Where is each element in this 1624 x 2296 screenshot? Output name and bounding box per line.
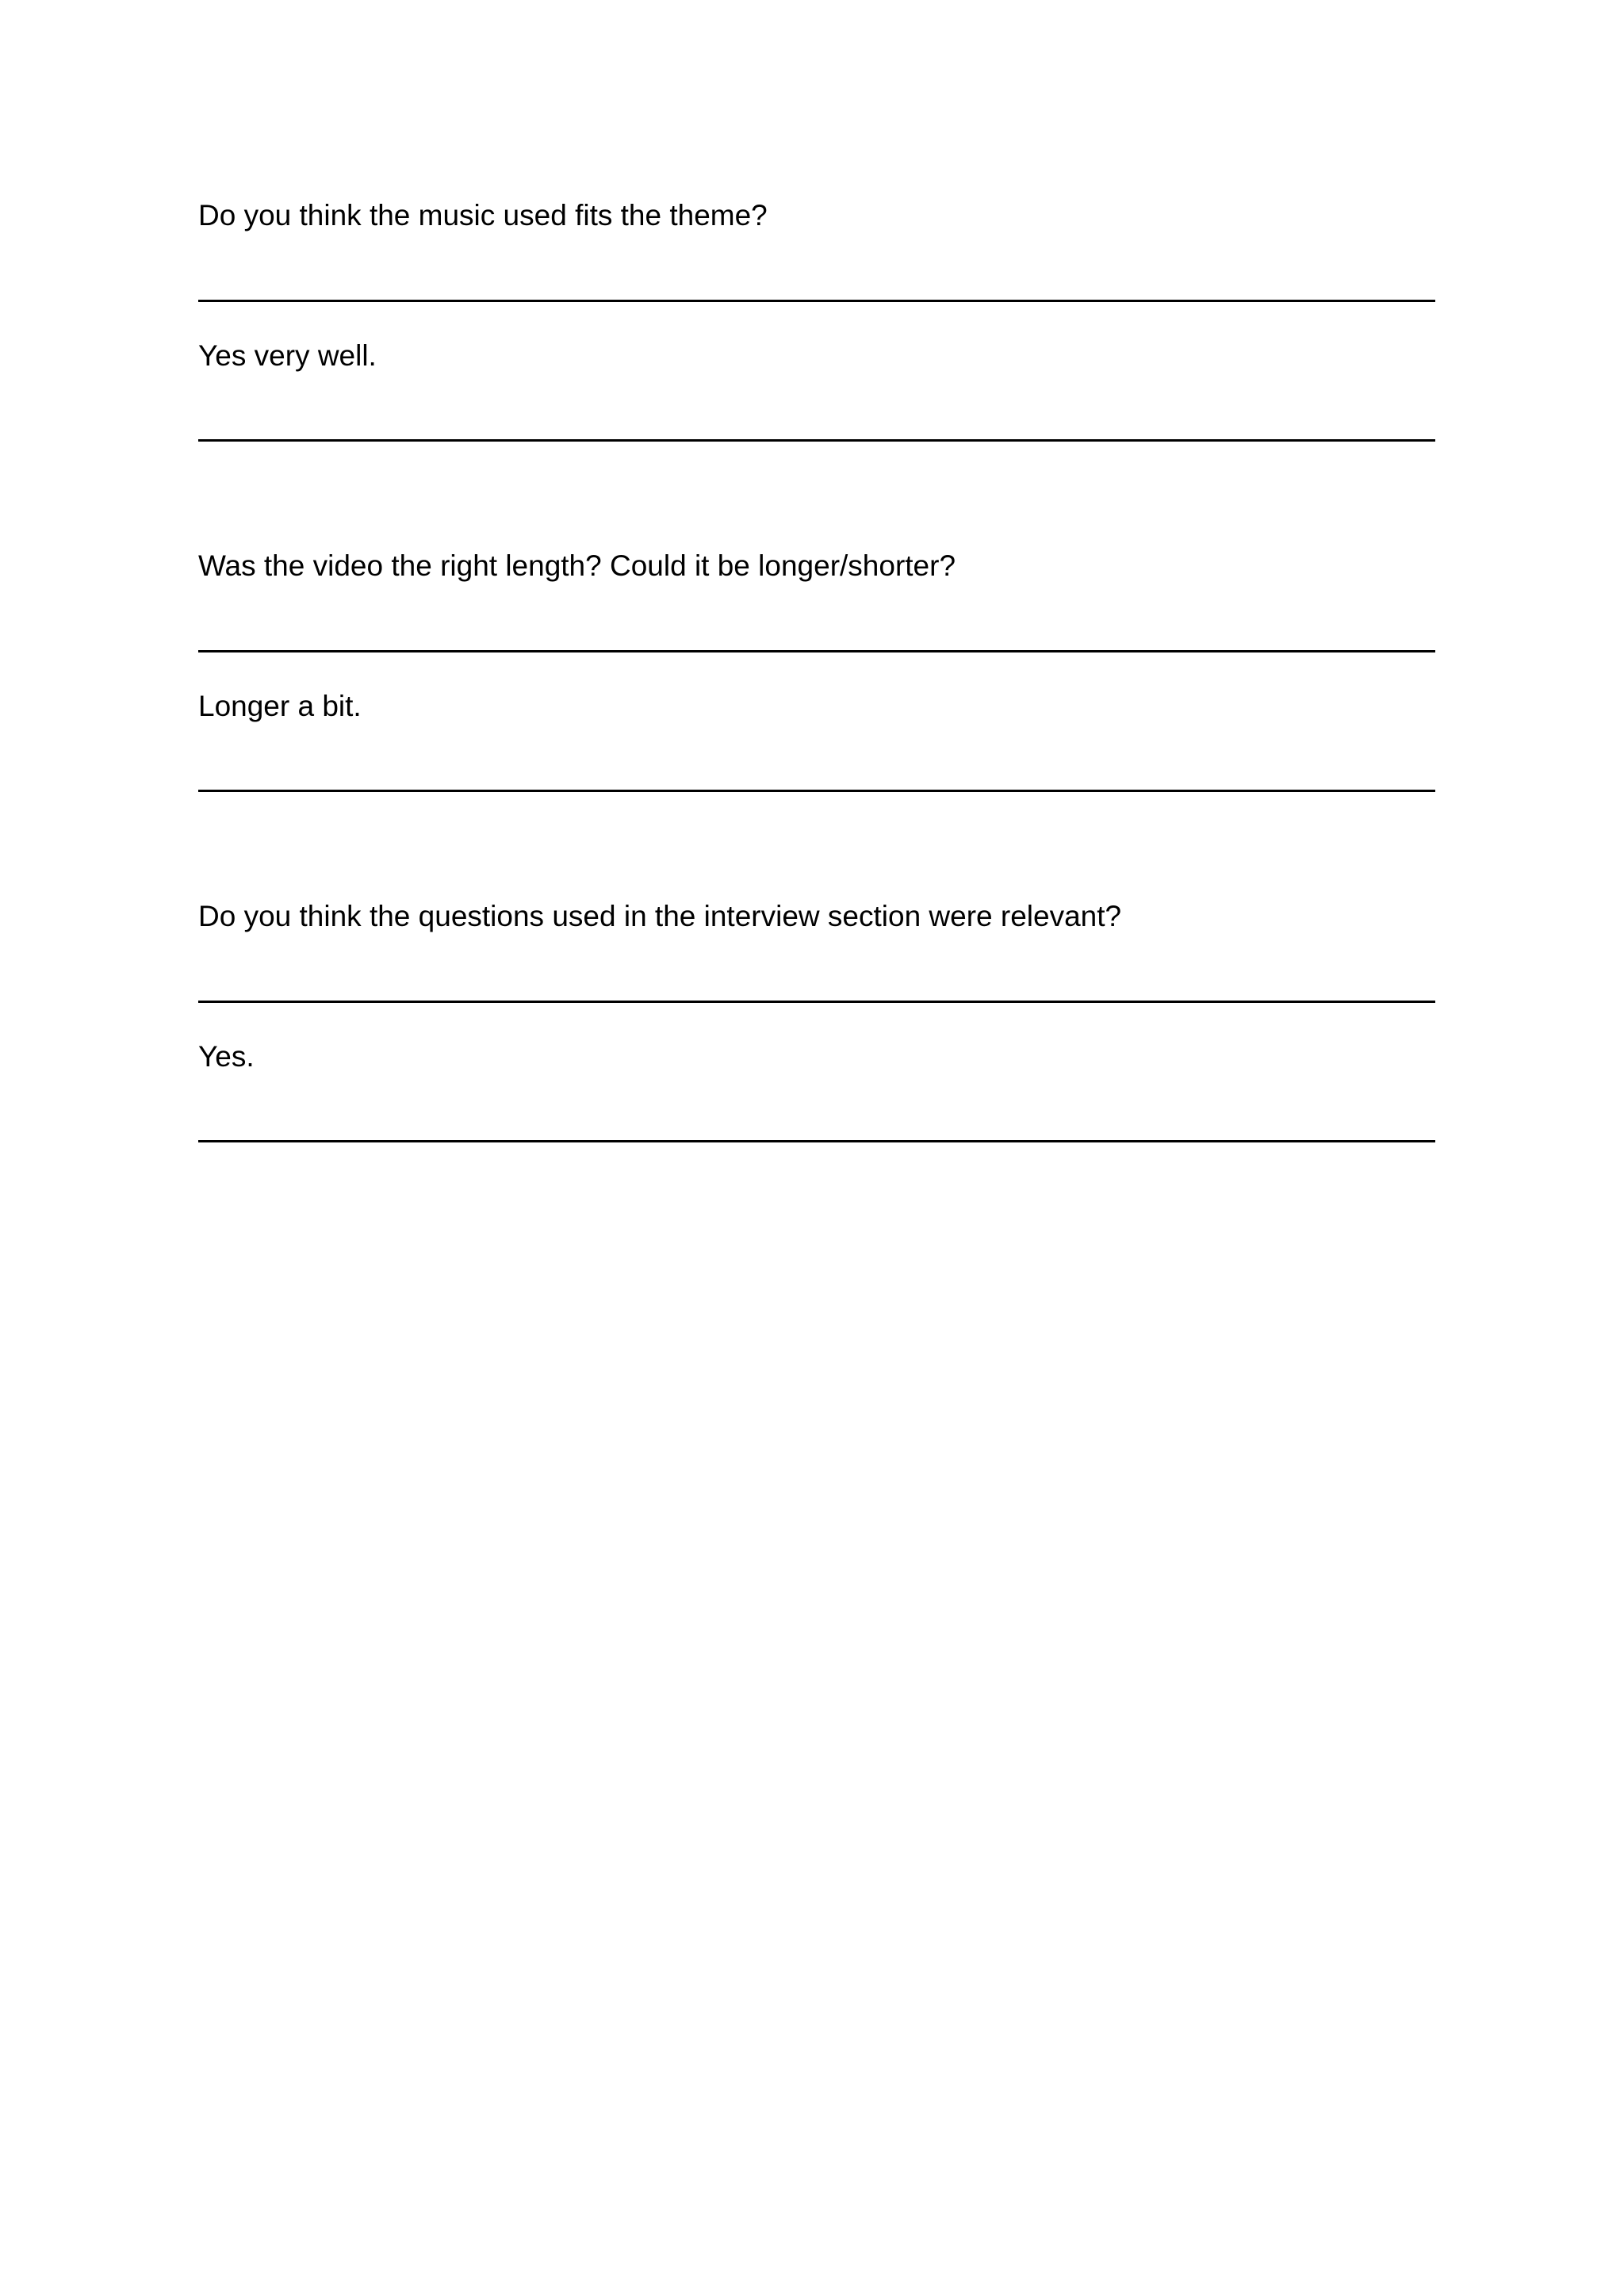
answer-2-bottom-line xyxy=(198,790,1435,792)
question-3-text: Do you think the questions used in the interview section were relevant? xyxy=(198,900,1122,932)
answer-2-text: Longer a bit. xyxy=(198,690,362,722)
answer-1-text: Yes very well. xyxy=(198,339,377,372)
answer-1-bottom-line xyxy=(198,439,1435,442)
answer-1-top-line xyxy=(198,300,1435,302)
answer-3-bottom-line xyxy=(198,1140,1435,1142)
answer-2-top-line xyxy=(198,650,1435,652)
answer-3-text: Yes. xyxy=(198,1040,255,1073)
question-2-text: Was the video the right length? Could it be longer/shorter? xyxy=(198,549,956,582)
question-1-text: Do you think the music used fits the theme? xyxy=(198,199,768,232)
answer-3-top-line xyxy=(198,1001,1435,1003)
